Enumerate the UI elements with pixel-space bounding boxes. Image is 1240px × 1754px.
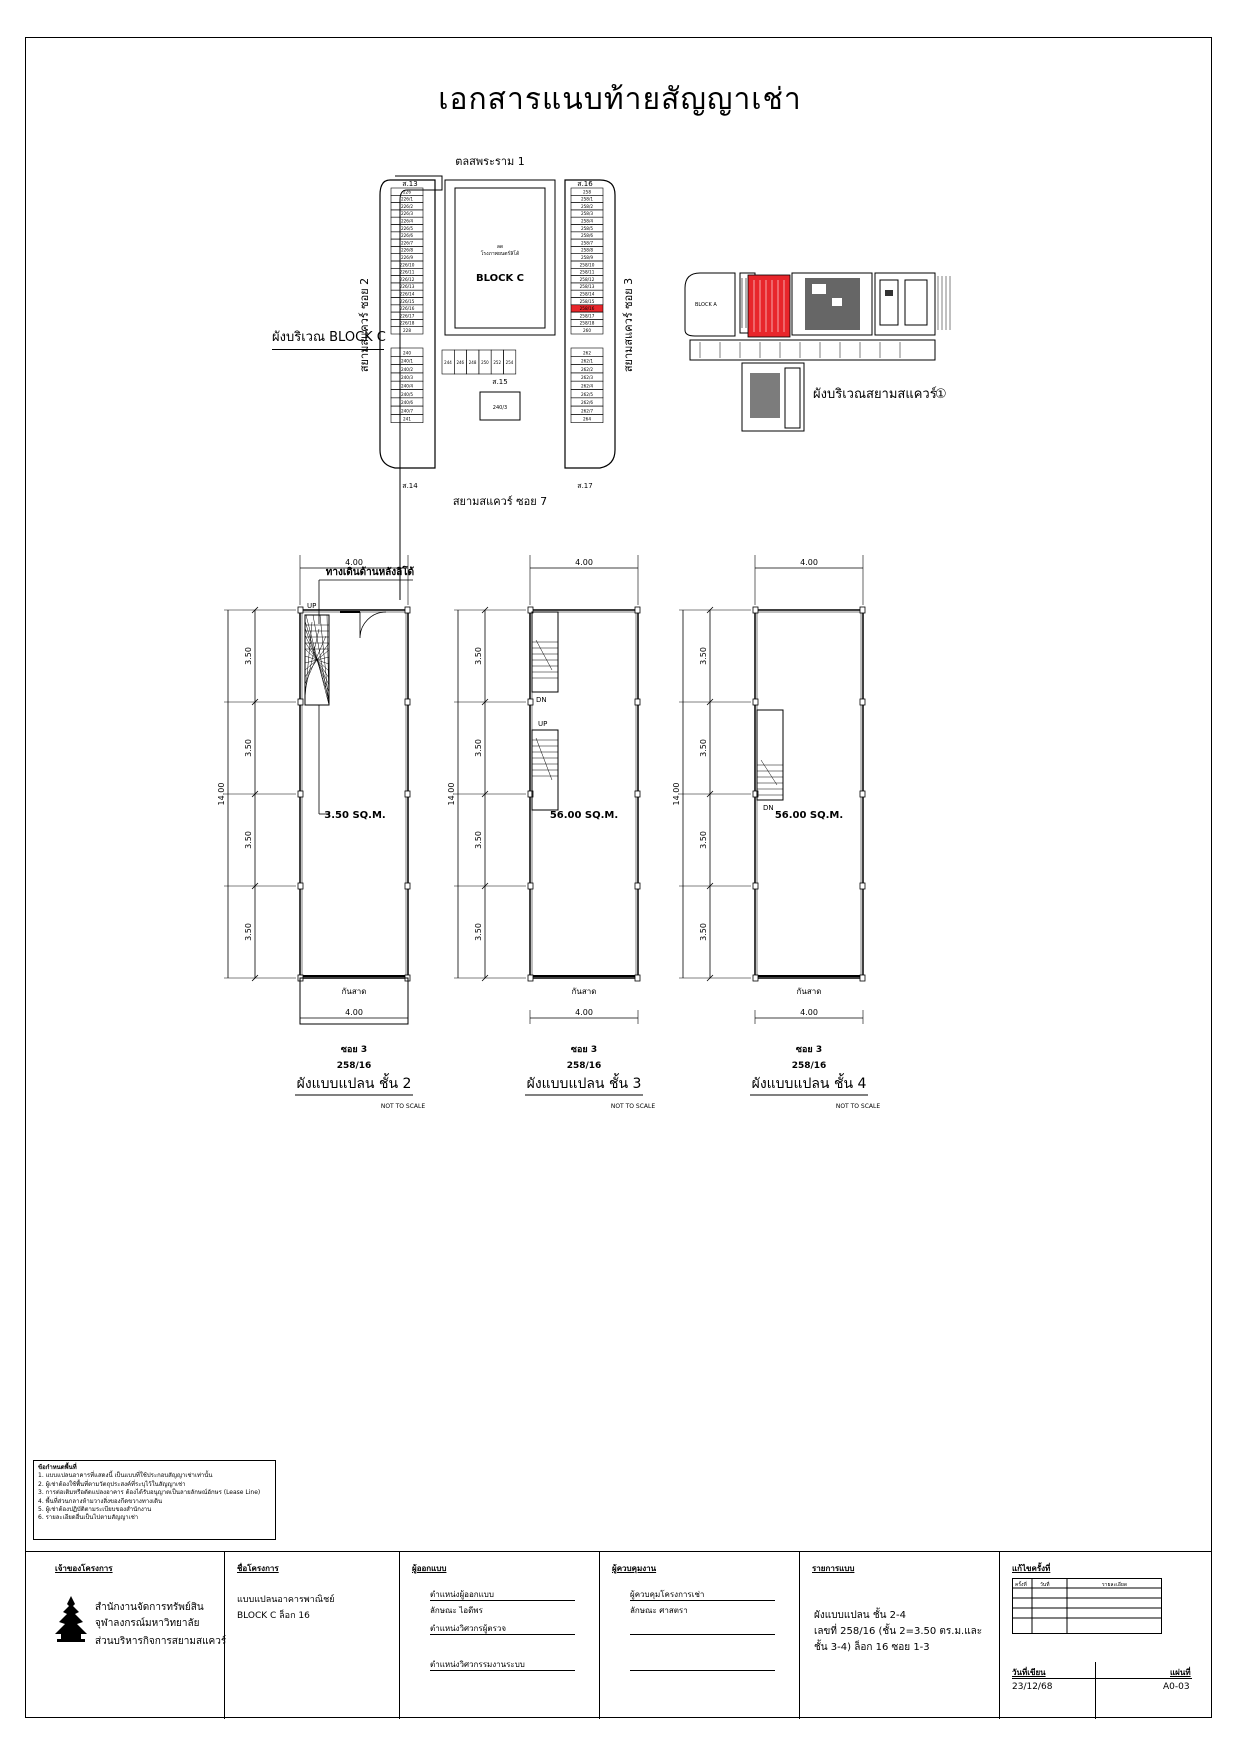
center-unit-label: 244 [444,360,452,365]
balcony-label: กันสาด [571,987,597,996]
unit-label: 226/10 [399,262,415,268]
signature-line [430,1600,575,1601]
center-row-units [442,350,516,374]
right-road-label: สยามสแควร์ ซอย 3 [622,277,635,373]
drawing-line: ชั้น 3-4) ล็อก 16 ซอย 1-3 [814,1642,930,1653]
floor-plan-caption: ผังแบบแปลน ชั้น 2 [296,1076,412,1092]
unit-label: 262/2 [580,366,594,372]
approver-line: ผู้ควบคุมโครงการเช่า [630,1590,705,1599]
unit-label: 240/5 [400,391,414,397]
signature-line [430,1670,575,1671]
site-plan-caption: ผังบริเวณ BLOCK C [272,330,386,345]
side-dimension: 3.50 [474,923,483,941]
unit-label: 258/16 [579,306,595,312]
unit-label: 226/14 [399,291,415,297]
stair-down-label: DN [536,696,547,704]
unit-label: 226/6 [400,233,414,239]
center-unit-label: 246 [456,360,465,365]
revision-cell [1000,1552,1212,1719]
designer-heading: ผู้ออกแบบ [412,1564,447,1573]
unit-label: 226/17 [399,313,415,319]
designer-line: ตำแหน่งวิศวกรรมงานระบบ [430,1660,525,1669]
floor-outline [530,610,638,978]
location-map-caption: ผังบริเวณสยามสแควร์ [813,387,937,402]
stair-up-label: UP [307,602,317,610]
unit-label: 258/10 [579,262,595,268]
revision-col: ครั้งที่ [1015,1582,1027,1588]
unit-label: 258/4 [580,218,594,224]
side-dimension: 3.50 [699,647,708,665]
unit-label: 240/2 [400,366,414,372]
unit-label: 240 [403,350,411,356]
unit-label: 226/4 [400,218,414,224]
unit-label: 258/12 [579,276,595,282]
floor-plan-caption: ผังแบบแปลน ชั้น 3 [526,1076,642,1092]
unit-number-label: 258/16 [336,1061,372,1071]
center-small-label: ลด [496,244,504,250]
balcony-label: กันสาด [341,987,367,996]
university-emblem-icon [53,1594,89,1644]
overall-dimension: 14.00 [217,782,226,806]
bottom-dimension: 4.00 [575,1008,593,1017]
unit-label: 262/7 [580,408,594,414]
document-title: เอกสารแนบท้ายสัญญาเช่า [438,82,802,117]
left-road-label: สยามสแควร์ ซอย 2 [358,277,371,373]
owner-line: สำนักงานจัดการทรัพย์สิน [95,1602,204,1613]
owner-cell [25,1552,225,1719]
stair-down-label: DN [763,804,774,812]
signature-line [430,1634,575,1635]
unit-label: 241 [403,416,411,422]
project-cell [225,1552,400,1719]
owner-line: จุฬาลงกรณ์มหาวิทยาลัย [95,1618,200,1629]
owner-heading: เจ้าของโครงการ [55,1564,113,1573]
note-item: 2. ผู้เช่าต้องใช้พื้นที่ตามวัตถุประสงค์ที่ระบุไว้ในสัญญาเช่า [38,1480,186,1488]
corner-tl-label: ส.13 [402,180,418,188]
floor-plans [217,558,1000,1250]
note-item: 5. ผู้เช่าต้องปฏิบัติตามระเบียบของสำนักงาน [38,1506,152,1514]
unit-label: 262/1 [580,358,594,364]
designer-line: ลักษณะ ไอดีพร [430,1606,483,1615]
unit-label: 226/7 [400,240,414,246]
bottom-dimension: 4.00 [345,1008,363,1017]
site-plan-top-label: ตลสพระราม 1 [455,155,525,168]
unit-label: 258/11 [579,269,595,275]
unit-label: 258/14 [579,291,595,297]
designer-line: ตำแหน่งวิศวกรผู้ตรวจ [430,1624,507,1633]
designer-cell [400,1552,600,1719]
side-dimension: 3.50 [474,831,483,849]
top-dimension: 4.00 [800,558,818,567]
scale-note: NOT TO SCALE [835,1103,881,1110]
revision-col: วันที่ [1040,1582,1050,1588]
side-dimension: 3.50 [699,923,708,941]
project-line: แบบแปลนอาคารพาณิชย์ [237,1595,335,1605]
soi-label: ซอย 3 [795,1045,823,1055]
unit-label: 258/15 [579,298,595,304]
title-block [25,1551,1212,1719]
signature-line [630,1634,775,1635]
center-unit-label: 252 [493,360,502,365]
balcony-label: กันสาด [796,987,822,996]
sheet-label: แผ่นที่ [1170,1668,1191,1677]
approver-cell [600,1552,800,1719]
side-dimension: 3.50 [474,739,483,757]
unit-label: 240/3 [400,375,414,381]
area-label: 56.00 SQ.M. [549,810,619,821]
stair-up-label: UP [538,720,548,728]
side-dimension: 3.50 [244,831,253,849]
unit-label: 258/2 [580,203,594,209]
corner-bl-label: ส.14 [402,482,418,490]
side-dimension: 3.50 [699,831,708,849]
floor-plan-3 [447,555,655,1110]
center-unit-label: 248 [468,360,477,365]
overall-dimension: 14.00 [672,782,681,806]
unit-label: 258/3 [580,211,594,217]
unit-label: 258/13 [579,284,595,290]
bottom-dimension: 4.00 [800,1008,818,1017]
area-label: 3.50 SQ.M. [324,810,386,821]
signature-line [630,1600,775,1601]
notes-heading: ข้อกำหนดพื้นที่ [38,1464,77,1471]
overall-dimension: 14.00 [447,782,456,806]
revision-table [1012,1578,1162,1634]
drawing-heading: รายการแบบ [812,1564,855,1573]
corner-tr-label: ส.16 [577,180,593,188]
unit-label: 258/5 [580,225,594,231]
unit-label: 226/5 [400,225,414,231]
center-unit-label: 254 [505,360,514,365]
unit-label: 226/16 [399,306,415,312]
drawing-cell [800,1552,1000,1719]
site-plan-bottom-label: สยามสแควร์ ซอย 7 [452,495,548,508]
unit-label: 240/6 [400,400,414,406]
unit-label: 226/15 [399,298,415,304]
corner-br-label: ส.17 [577,482,593,490]
approver-line: ลักษณะ ศาสตรา [630,1606,688,1615]
unit-label: 226/9 [400,255,414,260]
unit-label: 258/17 [579,313,595,319]
unit-label: 258/18 [579,320,595,326]
unit-label: 240/7 [400,408,414,414]
owner-line: ส่วนบริหารกิจการสยามสแควร์ [95,1636,227,1647]
floor-plan-4 [672,555,880,1110]
scale-note: NOT TO SCALE [380,1103,426,1110]
north-symbol: ① [935,387,947,402]
area-label: 56.00 SQ.M. [774,810,844,821]
designer-line: ตำแหน่งผู้ออกแบบ [430,1590,494,1599]
unit-label: 258/8 [580,247,594,253]
floor-plan-2 [217,555,425,1110]
center-unit-label: 250 [481,360,489,365]
unit-label: 226 [403,189,411,195]
floor-outline [300,610,408,978]
date-label: วันที่เขียน [1012,1668,1046,1677]
side-dimension: 3.50 [244,739,253,757]
drawing-line: เลขที่ 258/16 (ชั้น 2=3.50 ตร.ม.และ [814,1626,983,1637]
unit-number-label: 258/16 [566,1061,602,1071]
side-dimension: 3.50 [244,923,253,941]
unit-label: 226/13 [399,284,415,290]
unit-label: 264 [583,416,591,422]
unit-label: 228 [403,328,411,333]
unit-label: 262/6 [580,400,594,406]
center-box-label: 240/3 [492,405,508,411]
block-c-label: BLOCK C [475,273,525,284]
notes-box [33,1460,276,1540]
center-row-label: ส.15 [492,378,508,386]
rear-walkway-annotation: ทางเดินด้านหลังลิโด้ [325,567,415,578]
unit-label: 226/12 [399,276,415,282]
unit-label: 226/8 [400,247,414,253]
site-plan-caption-underline [272,349,384,350]
unit-label: 258 [583,189,591,195]
unit-number-label: 258/16 [791,1061,827,1071]
unit-label: 258/6 [580,233,594,239]
revision-col: รายละเอียด [1102,1582,1128,1588]
unit-label: 258/7 [580,240,594,246]
date-value: 23/12/68 [1012,1682,1053,1692]
signature-line [630,1670,775,1671]
unit-label: 226/2 [400,203,414,209]
note-item: 6. รายละเอียดอื่นเป็นไปตามสัญญาเช่า [38,1514,139,1522]
unit-label: 240/4 [400,383,414,389]
side-dimension: 3.50 [474,647,483,665]
location-map [680,268,970,438]
unit-label: 226/18 [399,320,415,326]
floor-outline [755,610,863,978]
unit-label: 226/1 [400,196,414,202]
side-dimension: 3.50 [244,647,253,665]
location-block-a-label: BLOCK A [695,302,717,308]
unit-label: 258/1 [580,196,594,202]
top-dimension: 4.00 [575,558,593,567]
left-column-units [391,188,423,423]
scale-note: NOT TO SCALE [610,1103,656,1110]
side-dimension: 3.50 [699,739,708,757]
unit-label: 260 [583,328,591,333]
right-column-units [571,188,603,423]
unit-label: 262/3 [580,375,594,381]
note-item: 4. พื้นที่ส่วนกลางห้ามวางสิ่งของกีดขวางทางเดิน [38,1497,163,1505]
note-item: 3. การต่อเติมหรือดัดแปลงอาคาร ต้องได้รับอนุญาตเป็นลายลักษณ์อักษร (Lease Line) [38,1489,261,1497]
note-item: 1. แบบแปลนอาคารที่แสดงนี้ เป็นแบบที่ใช้ประกอบสัญญาเช่าเท่านั้น [38,1472,213,1480]
approver-heading: ผู้ควบคุมงาน [612,1564,657,1573]
unit-label: 262/4 [580,383,594,389]
soi-label: ซอย 3 [570,1045,598,1055]
unit-label: 258/9 [580,255,594,260]
project-line: BLOCK C ล็อก 16 [237,1611,310,1621]
top-dimension: 4.00 [345,558,363,567]
drawing-line: ผังแบบแปลน ชั้น 2-4 [814,1610,906,1621]
unit-label: 226/11 [399,269,415,275]
unit-label: 262/5 [580,391,594,397]
soi-label: ซอย 3 [340,1045,368,1055]
project-heading: ชื่อโครงการ [237,1564,279,1573]
floor-plan-caption: ผังแบบแปลน ชั้น 4 [751,1076,867,1092]
unit-label: 226/3 [400,211,414,217]
unit-label: 262 [583,350,591,356]
unit-label: 240/1 [400,358,414,364]
center-small-label-2: โรงภาพยนตร์ลิโด้ [480,251,520,257]
sheet-value: A0-03 [1163,1682,1190,1692]
revision-heading: แก้ไขครั้งที่ [1012,1564,1051,1573]
